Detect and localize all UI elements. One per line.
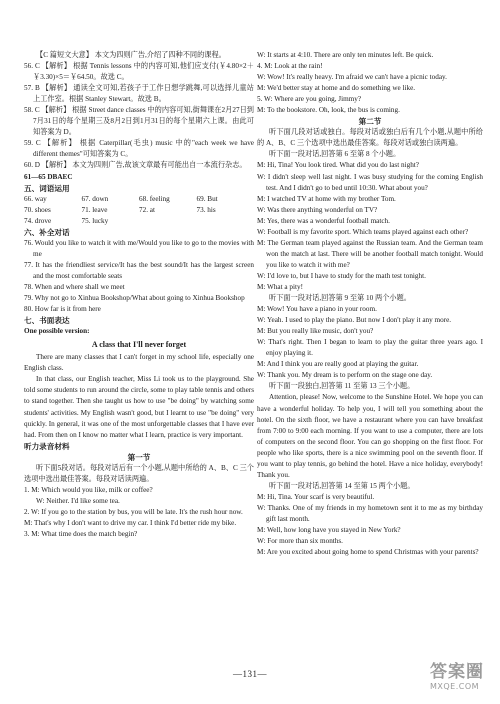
vocab-row-2 [24, 205, 254, 216]
answer-78: 78. When and where shall we meet [24, 282, 125, 291]
dialogue-line: M: Yes, there was a wonderful football match. [257, 216, 390, 225]
dialogue-line: M: I watched TV at home with my brother Tom. [257, 194, 396, 203]
essay-paragraph-2: In that class, our English teacher, Miss Li took us to the playground. She told some students to run around the circle, some to play table tennis and others to stand together. Then she taught us how to use "be doing" by watching some students' activities. My English wasn't good, but I learnt to use "be doing" very quickly. In general, it was one of the most unforgettable classes that I have ever had. From then on I know no matter what I learn, practice is very important. [24, 375, 254, 439]
right-column [257, 50, 483, 558]
dialogue-line: W: Yeah. I used to play the piano. But now I don't play it any more. [257, 316, 452, 325]
question-range-9-10: 听下面一段对话,回答第 9 至第 10 两个小题。 [269, 294, 411, 303]
essay-title: A class that I'll never forget [91, 340, 187, 350]
dialogue-line: 5. W: Where are you going, Jimmy? [257, 95, 362, 104]
dialogue-line: W: I didn't sleep well last night. I was busy studying for the coming English test. And I didn't go to bed until 10:30. What about you? [257, 172, 483, 192]
part-1-instructions: 听下面5段对话。每段对话后有一个小题,从题中所给的 A、B、C 三个选项中选出最佳答案。每段对话读两遍。 [24, 463, 254, 483]
section-5-heading: 五、词语运用 [24, 183, 70, 193]
vocab-item: 71. leave [81, 205, 108, 214]
vocab-item: 66. way [24, 194, 47, 203]
vocab-row-1 [24, 194, 254, 205]
dialogue-line: M: Wow! You have a piano in your room. [257, 305, 377, 314]
dialogue-line: M: And I think you are really good at playing the guitar. [257, 360, 419, 369]
dialogue-line: W: Was there anything wonderful on TV? [257, 205, 378, 214]
dialogue-line: W: Neither. I'd like some tea. [36, 496, 120, 505]
page-number: —131— [233, 669, 267, 679]
dialogue-line: W: Thank you. My dream is to perform on the stage one day. [257, 371, 433, 380]
answer-79: 79. Why not go to Xinhua Bookshop/What about going to Xinhua Bookshop [24, 294, 245, 303]
section-6-heading: 六、补全对话 [24, 227, 70, 237]
vocab-item: 74. drove [24, 216, 52, 225]
dialogue-line: M: But you really like music, don't you? [257, 327, 374, 336]
vocab-item: 67. down [81, 194, 109, 203]
dialogue-line: M: Are you excited about going home to spend Christmas with your parents? [257, 548, 479, 557]
dialogue-line: M: Hi, Tina! You look tired. What did you do last night? [257, 161, 419, 170]
dialogue-line: W: Thanks. One of my friends in my hometown sent it to me as my birthday gift last month. [257, 503, 483, 523]
dialogue-line: W: Football is my favorite sport. Which teams played against each other? [257, 227, 469, 236]
dialogue-line: M: What a pity! [257, 282, 303, 291]
dialogue-line: M: We'd better stay at home and do something we like. [257, 84, 416, 93]
dialogue-line: W: It starts at 4:10. There are only ten minutes left. Be quick. [257, 51, 434, 59]
dialogue-line: W: Wow! It's really heavy. I'm afraid we can't have a picnic today. [257, 73, 447, 82]
vocab-item: 73. his [196, 205, 216, 214]
dialogue-line: M: The German team played against the Russian team. And the German team won the match at last. There will be another football match tonight. Would you like to watch it with me? [257, 238, 483, 269]
vocab-item [139, 216, 197, 227]
answer-80: 80. How far is it from here [24, 305, 101, 314]
dialogue-line: M: To the bookstore. Oh, look, the bus is coming. [257, 106, 400, 115]
vocab-item: 68. feeling [139, 194, 170, 203]
passage-c-summary: 【C 篇短文大意】 本文为四则广告,介绍了四种不同的课程。 [36, 51, 226, 59]
dialogue-line: 1. M: Which would you like, milk or coffee? [24, 485, 153, 494]
dialogue-line: W: I'd love to, but I have to study for the math test tonight. [257, 271, 426, 280]
watermark-logo [430, 662, 494, 700]
dialogue-line: 3. M: What time does the match begin? [24, 530, 138, 539]
vocab-item: 70. shoes [24, 205, 51, 214]
vocab-item: 69. But [196, 194, 218, 203]
dialogue-line: W: For more than six months. [257, 537, 343, 546]
dialogue-line: 4. M: Look at the rain! [257, 62, 323, 71]
essay-paragraph-1: There are many classes that I can't forget in my school life, especially one English class. [24, 353, 254, 373]
question-range-6-8: 听下面一段对话,回答第 6 至第 8 个小题。 [269, 150, 401, 159]
part-1-heading: 第一节 [127, 452, 151, 462]
possible-version-label: One possible version: [24, 327, 90, 336]
answer-57: 57. B 【解析】 通读全文可知,若孩子于工作日想学跳舞,可以选择儿童站上工作室。根据 Stanley Stewart。故选 B。 [24, 84, 254, 104]
answer-60: 60. D 【解析】 本文为四则广告,故该文章最有可能出自一本流行杂志。 [24, 161, 247, 170]
question-range-11-13: 听下面一段独白,回答第 11 至第 13 三个小题。 [269, 382, 415, 391]
part-2-heading: 第二节 [358, 117, 382, 127]
vocab-row-3 [24, 216, 254, 227]
answer-61-65: 61—65 DBAEC [24, 172, 73, 181]
part-2-instructions: 听下面几段对话或独白。每段对话或独白后有几个小题,从题中所给的 A、B、C 三个选项中选出最佳答案。每段对话或独白读两遍。 [257, 128, 483, 148]
section-7-heading: 七、书面表达 [24, 316, 70, 326]
answer-77: 77. It has the friendliest service/It has the best sound/It has the largest screen and the most comfortable seats [24, 260, 254, 280]
answer-76: 76. Would you like to watch it with me/Would you like to go to the movies with me [24, 238, 254, 258]
monologue: Attention, please! Now, welcome to the Sunshine Hotel. We hope you can have a wonderful holiday. To help you, I will tell you something about the hotel. On the sixth floor, we have a restaurant where you can have breakfast from 7:00 to 9:00 each morning. If you want to use a computer, there are lots of computers on the second floor. You can go shopping on the first floor. For people who like sports, there is a nice swimming pool on the seventh floor. If you want to play tennis, go behind the hotel. Have a nice holiday, everybody! Thank you. [257, 393, 483, 479]
answer-56: 56. C 【解析】 根据 Tennis lessons 中的内容可知,他们应支付(￥4.80×2＋￥3.30)×5＝￥64.50。故选 C。 [24, 62, 254, 82]
dialogue-line: 2. W: If you go to the station by bus, you will be late. It's the rush hour now. [24, 507, 243, 516]
left-column [24, 50, 254, 540]
question-range-14-15: 听下面一段对话,回答第 14 至第 15 两个小题。 [269, 481, 415, 490]
vocab-item: 75. lucky [81, 216, 109, 225]
answer-58: 58. C 【解析】 根据 Street dance classes 中的内容可知,街舞课在2月27日到7月31日的每个星期三及8月2日到1月31日的每个星期六上课。由此可知答案为 D。 [24, 106, 254, 137]
watermark-text: 答案圈 [430, 662, 484, 682]
listening-material-heading: 听力录音材料 [24, 441, 70, 451]
dialogue-line: M: Hi, Tina. Your scarf is very beautiful. [257, 492, 375, 501]
vocab-item: 72. at [139, 205, 155, 214]
dialogue-line: W: That's right. Then I began to learn to play the guitar three years ago. I enjoy playing it. [257, 338, 483, 358]
answer-59: 59. C 【解析】 根据 Caterpillar(毛虫) music 中的"each week we have different themes"可知答案为 C。 [24, 139, 254, 159]
watermark-url: MXQE.COM [430, 682, 480, 691]
dialogue-line: M: That's why I don't want to drive my car. I think I'd better ride my bike. [24, 518, 237, 527]
vocab-item [197, 216, 255, 227]
dialogue-line: M: Well, how long have you stayed in New York? [257, 526, 401, 535]
